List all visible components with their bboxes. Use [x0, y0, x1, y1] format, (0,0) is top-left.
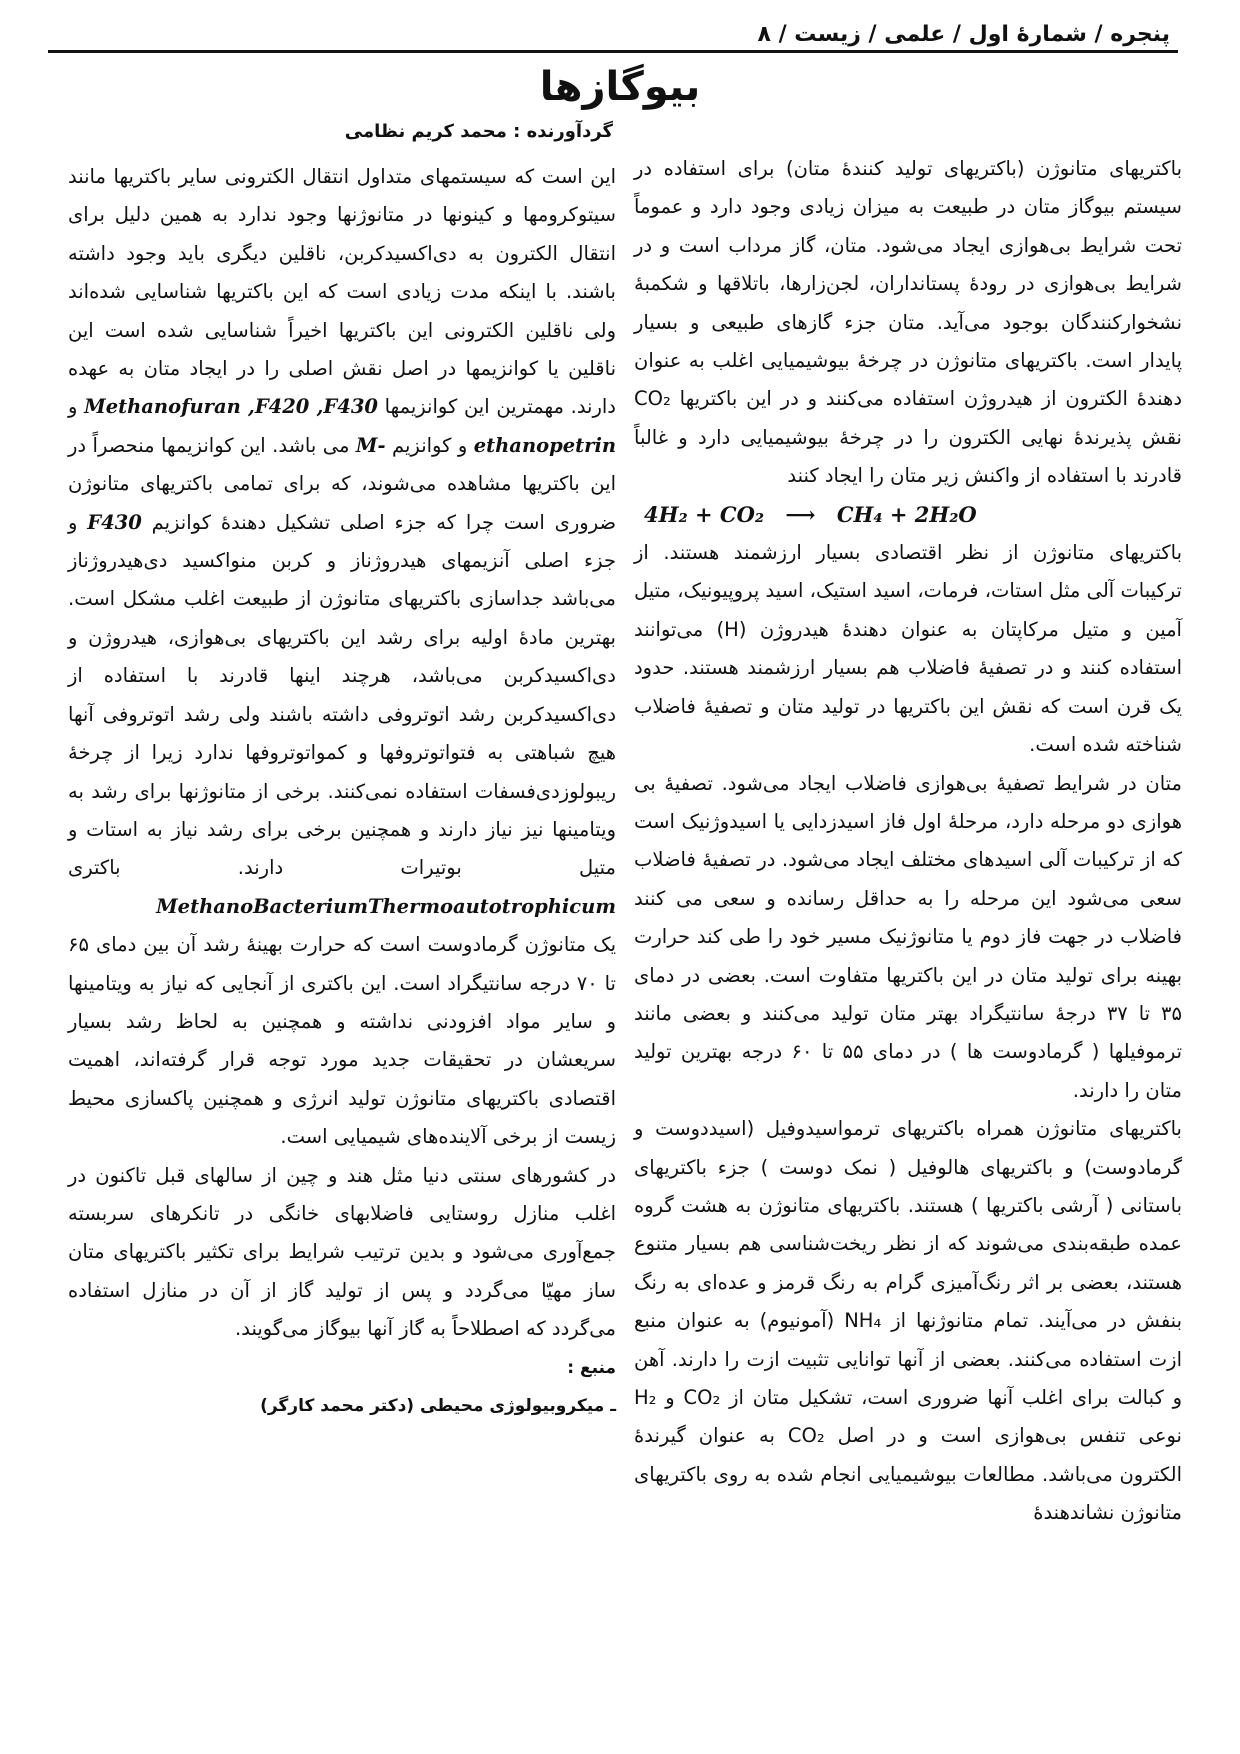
- header-rule: [48, 50, 1178, 53]
- left-column: [68, 158, 616, 1425]
- left-paragraph-1-text: این است که سیستمهای متداول انتقال الکترونی سایر باکتریها مانند سیتوکرومها و کینونها در متانوژنها وجود ندارد به همین دلیل برای انتقال الکترون به دی‌اکسیدکربن، ناقلین دیگری باید وجود داشته باشند. با اینکه مدت زیادی است که این باکتریها شناسایی شده‌اند ولی ناقلین الکترونی این باکتریها اخیراً شناسایی شده است این ناقلین یا کوانزیمها در اصل نقش اصلی را در ایجاد متان به عهده دارند. مهمترین این کوانزیمها: [68, 165, 616, 419]
- right-paragraph-4: باکتریهای متانوژن همراه باکتریهای ترمواسیدوفیل (اسیددوست و گرمادوست) و باکتریهای هالوفیل ( نمک دوست ) جزء باکتریهای باستانی ( آرشی باکتریها ) هستند. باکتریهای متانوژن به هشت گروه عمده طبقه‌بندی می‌شوند که از نظر ریخت‌شناسی هم بسیار متنوع هستند، بعضی بر اثر رنگ‌آمیزی گرام به رنگ قرمز و عده‌ای به رنگ بنفش در می‌آیند. تمام متانوژنها از NH₄ (آمونیوم) به عنوان منبع ازت استفاده می‌کنند. بعضی از آنها توانایی تثبیت ازت را دارند. آهن و کبالت برای اغلب آنها ضروری است، تشکیل متان از CO₂ و H₂ نوعی تنفس بی‌هوازی است و در اصل CO₂ به عنوان گیرندهٔ الکترون می‌باشد. مطالعات بیوشیمیایی انجام شده به روی باکتریهای متانوژن نشاندهندهٔ: [634, 1117, 1182, 1525]
- equation-arrow-icon: ⟶: [785, 501, 816, 527]
- source-label: منبع :: [567, 1357, 616, 1378]
- left-paragraph-1-cont: می باشد. این کوانزیمها منحصراً در این باکتریها مشاهده می‌شوند، که برای تمامی باکتریهای متانوژن ضروری است چرا که جزء اصلی تشکیل دهندهٔ کوانزیم: [68, 433, 617, 534]
- conjunction-and: و: [68, 395, 78, 419]
- right-paragraph-1: باکتریهای متانوژن (باکتریهای تولید کنندهٔ متان) برای استفاده در سیستم بیوگاز متان در طبیعت به میزان زیادی وجود دارد و عموماً تحت شرایط بی‌هوازی ایجاد می‌شود. متان، گاز مرداب است و در شرایط بی‌هوازی در رودهٔ پستانداران، لجن‌زارها، باتلاقها و شکمبهٔ نشخوارکنندگان بوجود می‌آید. متان جزء گازهای طبیعی و بسیار پایدار است. باکتریهای متانوژن در چرخهٔ بیوشیمیایی اغلب به عنوان دهندهٔ الکترون از هیدروژن استفاده می‌کنند و در این باکتریها CO₂ نقش پذیرندهٔ نهایی الکترون را در چرخهٔ بیوشیمیایی دارد و غالباً قادرند با استفاده از واکنش زیر متان را ایجاد کنند: [634, 157, 1182, 488]
- running-head: پنجره / شمارهٔ اول / علمی / زیست / ۸: [757, 22, 1170, 47]
- species-name: MethanoBacteriumThermoautotrophicum: [156, 894, 616, 918]
- equation-reactants: 4H₂ + CO₂: [644, 501, 765, 527]
- coenzyme-text: و کوانزیم: [392, 433, 468, 457]
- coenzyme-m: M-: [355, 433, 386, 457]
- coenzyme-ethanopetrin: ethanopetrin: [473, 433, 617, 457]
- left-paragraph-3: در کشورهای سنتی دنیا مثل هند و چین از سالهای قبل تاکنون در اغلب منازل روستایی فاضلابهای خانگی در تانکرهای سربسته جمع‌آوری می‌شود و بدین ترتیب شرایط برای تکثیر باکتریهای متان ساز مهیّا می‌گردد و پس از تولید گاز از آن در منازل استفاده می‌گردد که اصطلاحاً به گاز آنها بیوگاز می‌گویند.: [68, 1163, 616, 1341]
- right-paragraph-3: متان در شرایط تصفیهٔ بی‌هوازی فاضلاب ایجاد می‌شود. تصفیهٔ بی هوازی دو مرحله دارد، مرحلهٔ اول فاز اسیدزدایی یا اسیدوژنیک است که از ترکیبات آلی اسیدهای مختلف ایجاد می‌شود. در تصفیهٔ فاضلاب سعی می‌شود این مرحله را به حداقل رسانده و سعی می کنند فاضلاب در جهت فاز دوم یا متانوژنیک مسیر خود را طی کند حرارت بهینه برای تولید متان در این باکتریها متفاوت است. بعضی در دمای ۳۵ تا ۳۷ درجهٔ سانتیگراد بهتر متان تولید می‌کنند و بعضی مانند ترموفیلها ( گرمادوست ها ) در دمای ۵۵ تا ۶۰ درجه بهترین تولید متان را دارند.: [634, 771, 1183, 1102]
- reaction-equation: [634, 496, 1182, 534]
- equation-products: CH₄ + 2H₂O: [836, 501, 977, 527]
- coenzyme-f430: F430: [87, 510, 142, 534]
- coenzyme-names: Methanofuran ,F420 ,F430: [84, 395, 378, 419]
- left-paragraph-1: [68, 158, 616, 926]
- left-paragraph-2: یک متانوژن گرمادوست است که حرارت بهینهٔ رشد آن بین دمای ۶۵ تا ۷۰ درجه سانتیگراد است. این باکتری از آنجایی که نیاز به ویتامینها و سایر مواد افزودنی نداشته و همچنین به لحاظ رشد بسیار سریعشان در تحقیقات جدید مورد توجه قرار گرفته‌اند، اهمیت اقتصادی باکتریهای متانوژن تولید انرژی و همچنین پاکسازی محیط زیست از برخی آلاینده‌های شیمیایی است.: [68, 933, 616, 1149]
- right-paragraph-2: باکتریهای متانوژن از نظر اقتصادی بسیار ارزشمند هستند. از ترکیبات آلی مثل استات، فرمات، اسید استیک، اسید پروپیونیک، متیل آمین و متیل مرکاپتان به عنوان دهندهٔ هیدروژن (H) می‌توانند استفاده کنند و در تصفیهٔ فاضلاب هم بسیار ارزشمند هستند. حدود یک قرن است که نقش این باکتریها در تولید متان و تصفیهٔ فاضلاب شناخته شده است.: [634, 541, 1182, 757]
- right-column: [634, 150, 1182, 1533]
- left-paragraph-1-end: و جزء اصلی آنزیمهای هیدروژناز و کربن منواکسید دی‌هیدروژناز می‌باشد جداسازی باکتریهای متانوژن از طبیعت اغلب مشکل است. بهترین مادهٔ اولیه برای رشد این باکتریهای بی‌هوازی، هیدروژن و دی‌اکسیدکربن می‌باشد، هرچند اینها قادرند با استفاده از دی‌اکسیدکربن رشد اتوتروفی داشته باشند ولی رشد اتوتروفی آنها هیچ شباهتی به فتواتوتروفها و کمواتوتروفها ندارد زیرا از چرخهٔ ریبولوزدی‌فسفات استفاده نمی‌کنند. برخی از متانوژنها برای رشد به ویتامینها نیز نیاز دارند و همچنین برخی برای رشد نیاز به استات و متیل بوتیرات دارند. باکتری: [68, 510, 616, 880]
- source-reference: ـ میکروبیولوژی محیطی (دکتر محمد کارگر): [260, 1396, 616, 1416]
- article-byline: گردآورنده : محمد کریم نظامی: [344, 121, 613, 142]
- article-title: بیوگازها: [539, 64, 701, 110]
